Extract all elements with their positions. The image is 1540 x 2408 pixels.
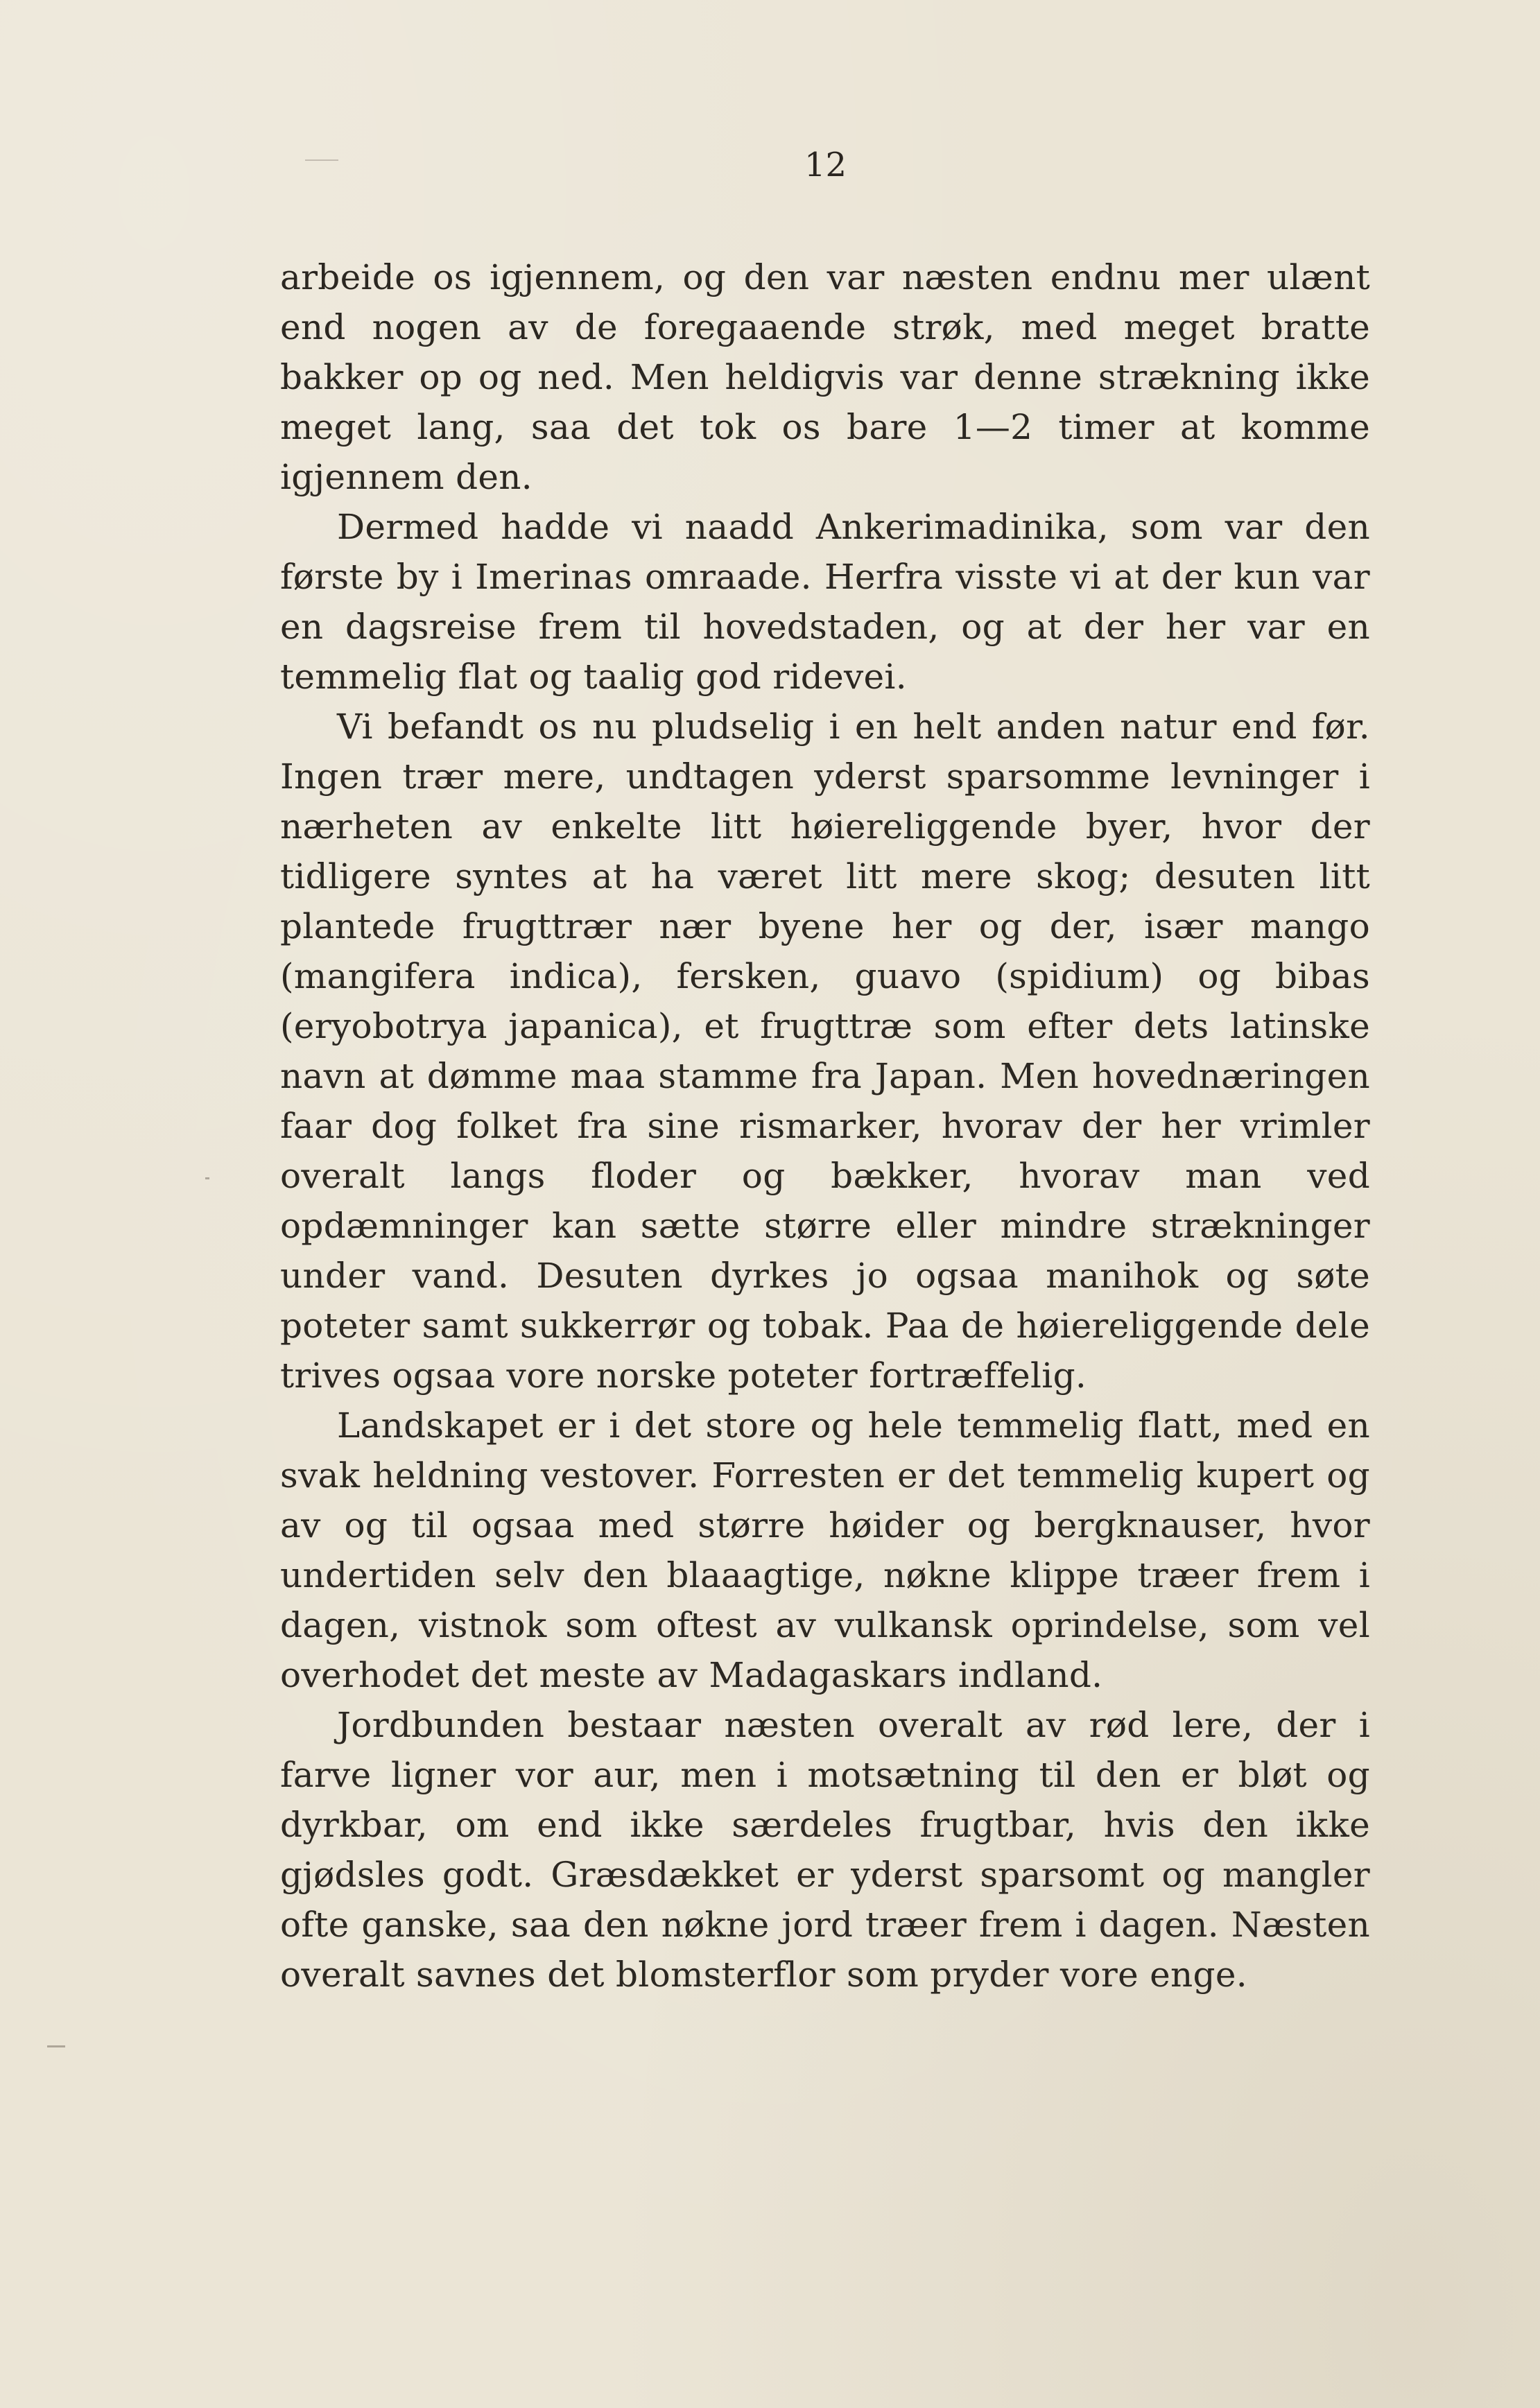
paragraph-4: Landskapet er i det store og hele temmelig flatt, med en svak heldning vestover. Forresten er det temmelig kupert og av og til ogsaa med større høider og bergknauser, hvor undertiden selv den blaaagtige, nøkne klippe træer frem i dagen, vistnok som oftest av vulkansk oprindelse, som vel overhodet det meste av Madagaskars indland. [280,1405,1370,1695]
body-text [280,252,1370,2000]
paragraph-3: Vi befandt os nu pludselig i en helt anden natur end før. Ingen trær mere, undtagen yderst sparsomme levninger i nærheten av enkelte litt høiereliggende byer, hvor der tidligere syntes at ha været litt mere skog; desuten litt plantede frugttrær nær byene her og der, især mango (mangifera indica), fersken, guavo (spidium) og bibas (eryobotrya japanica), et frugttræ som efter dets latinske navn at dømme maa stamme fra Japan. Men hovednæringen faar dog folket fra sine rismarker, hvorav der her vrimler overalt langs floder og bækker, hvorav man ved opdæmninger kan sætte større eller mindre strækninger under vand. Desuten dyrkes jo ogsaa manihok og søte poteter samt sukkerrør og tobak. Paa de høiereliggende dele trives ogsaa vore norske poteter fortræffelig. [280,707,1370,1396]
paragraph-2: Dermed hadde vi naadd Ankerimadinika, som var den første by i Imerinas omraade. Herfra visste vi at der kun var en dagsreise frem til hovedstaden, og at der her var en temmelig flat og taalig god ridevei. [280,507,1370,697]
paper-speck [47,2045,65,2047]
paragraph-5: Jordbunden bestaar næsten overalt av rød lere, der i farve ligner vor aur, men i motsætning til den er bløt og dyrkbar, om end ikke særdeles frugtbar, hvis den ikke gjødsles godt. Græsdækket er yderst sparsomt og mangler ofte ganske, saa den nøkne jord træer frem i dagen. Næsten overalt savnes det blomsterflor som pryder vore enge. [280,1705,1370,1995]
paragraph-1: arbeide os igjennem, og den var næsten endnu mer ulænt end nogen av de foregaaende strøk, med meget bratte bakker op og ned. Men heldigvis var denne strækning ikke meget lang, saa det tok os bare 1—2 timer at komme igjennem den. [280,257,1370,497]
page-number: 12 [804,146,847,184]
paper-speck [205,1177,209,1179]
